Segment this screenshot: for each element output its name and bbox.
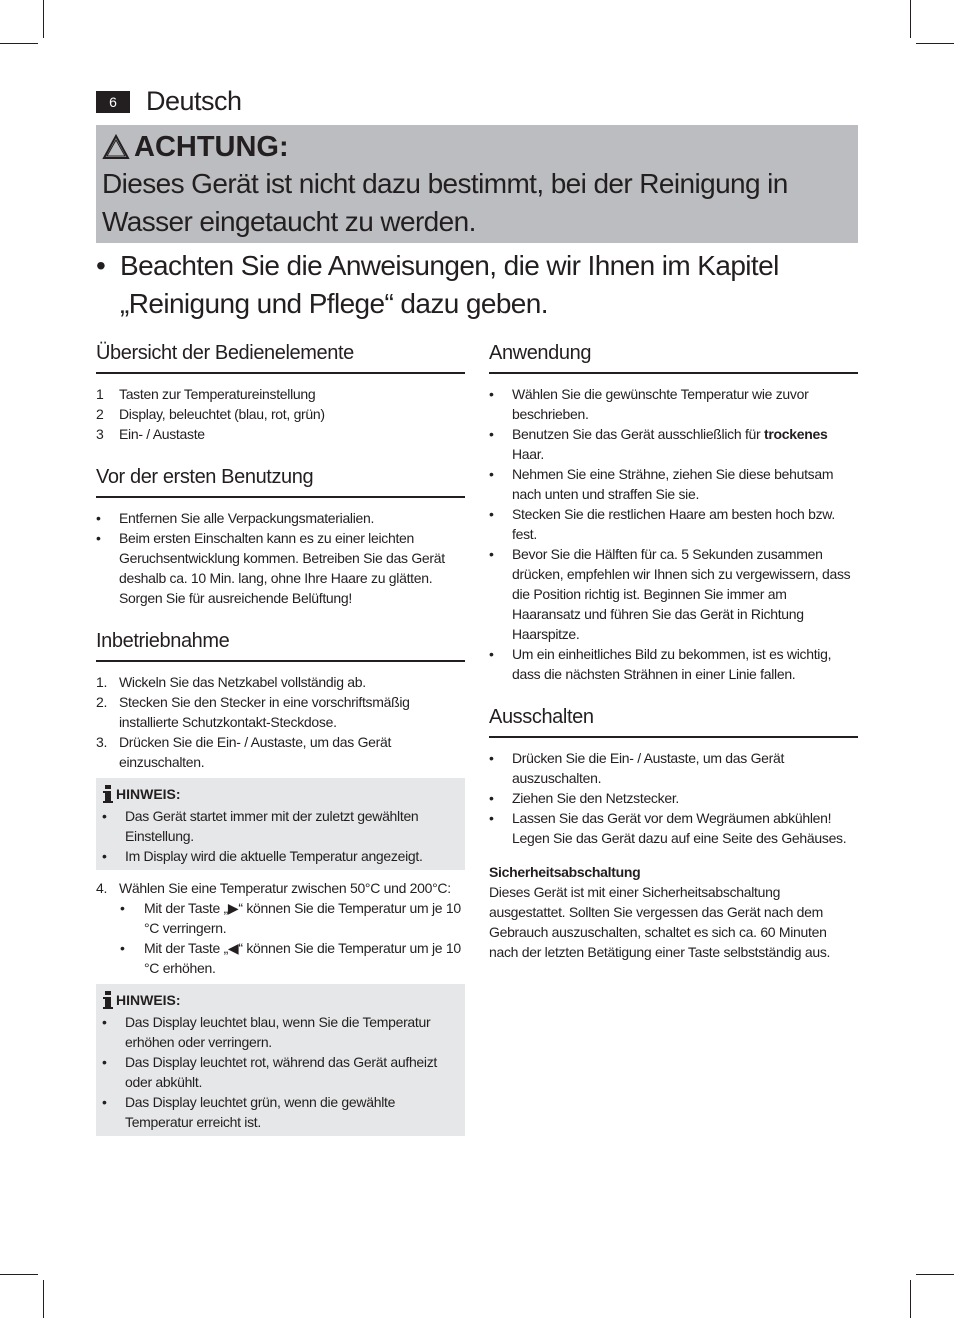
list-item (96, 528, 465, 608)
info-icon (102, 991, 114, 1009)
bullet: • (120, 940, 125, 956)
bullet: • (489, 466, 494, 482)
list-text: Drücken Sie die Ein- / Austaste, um das Gerät einzuschalten. (119, 734, 392, 770)
list-item (120, 938, 465, 978)
bullet: • (96, 250, 106, 281)
bullet: • (102, 1054, 107, 1070)
list-text: Ein- / Austaste (119, 426, 205, 442)
note-title-row (102, 990, 465, 1010)
list-text: Das Display leuchtet blau, wenn Sie die Temperatur erhöhen oder verringern. (125, 1014, 431, 1050)
section-inbetriebnahme (96, 628, 465, 1136)
crop-mark (910, 1280, 911, 1318)
section-title: Ausschalten (489, 704, 858, 738)
bullet: • (120, 900, 125, 916)
list-text: Entfernen Sie alle Verpackungsmaterialien. (119, 510, 375, 526)
list-item (96, 404, 465, 424)
list-text: Das Display leuchtet grün, wenn die gewählte Temperatur erreicht ist. (125, 1094, 396, 1130)
crop-mark (916, 1274, 954, 1275)
info-icon (102, 785, 114, 803)
list-text: Bevor Sie die Hälften für ca. 5 Sekunden zusammen drücken, empfehlen wir Ihnen sich zu vergewissern, dass die Position richtig ist. Beginnen Sie immer am Haaransatz und führen Sie das Gerät in Richtung Haarspitze. (512, 546, 851, 642)
list-text-part: Haar. (512, 446, 544, 462)
note-box (96, 984, 465, 1136)
bullet: • (102, 848, 107, 864)
list-text: Drücken Sie die Ein- / Austaste, um das Gerät auszuschalten. (512, 750, 785, 786)
section-vor-benutzung (96, 464, 465, 608)
section-title: Anwendung (489, 340, 858, 374)
list-text: Mit der Taste „◀“ können Sie die Temperatur um je 10 °C erhöhen. (144, 940, 461, 976)
list-item (120, 898, 465, 938)
list-text (512, 424, 858, 464)
list-item (102, 1092, 465, 1132)
list-item (489, 788, 858, 808)
warning-triangle-icon (102, 134, 130, 160)
section-title: Übersicht der Bedienelemente (96, 340, 465, 374)
safety-paragraph: Dieses Gerät ist mit einer Sicherheitsabschaltung ausgestattet. Sollten Sie vergessen das Gerät nach dem Gebrauch auszuschalten, schaltet es sich ca. 60 Minuten nach der letzten Betätigung einer Taste selbstständig aus. (489, 884, 831, 960)
list-item (102, 846, 465, 866)
crop-mark (0, 1274, 38, 1275)
list-item (96, 878, 465, 898)
list-text: Stecken Sie die restlichen Haare am besten hoch bzw. fest. (512, 506, 835, 542)
warning-title-row (102, 129, 852, 165)
list-item (96, 508, 465, 528)
list-item (102, 806, 465, 846)
list-marker: 2 (96, 406, 104, 422)
list-item (489, 644, 858, 684)
list-text: Um ein einheitliches Bild zu bekommen, ist es wichtig, dass die nächsten Strähnen in einer Linie fallen. (512, 646, 832, 682)
list-text: Das Display leuchtet rot, während das Gerät aufheizt oder abkühlt. (125, 1054, 438, 1090)
list-text: Beim ersten Einschalten kann es zu einer leichten Geruchsentwicklung kommen. Betreiben Sie das Gerät deshalb ca. 10 Min. lang, ohne Ihre Haare zu glätten. Sorgen Sie für ausreichende Belüftung! (119, 530, 445, 606)
crop-mark (910, 0, 911, 38)
list-item (489, 544, 858, 644)
list-text: Das Gerät startet immer mit der zuletzt gewählten Einstellung. (125, 808, 419, 844)
bullet: • (96, 510, 101, 526)
cleaning-reference-text: Beachten Sie die Anweisungen, die wir Ihnen im Kapitel „Reinigung und Pflege“ dazu geben. (120, 250, 779, 319)
bullet: • (96, 530, 101, 546)
list-marker: 1 (96, 386, 104, 402)
list-text: Nehmen Sie eine Strähne, ziehen Sie diese behutsam nach unten und straffen Sie sie. (512, 466, 834, 502)
list-marker: 3. (96, 734, 108, 750)
language-title: Deutsch (146, 86, 242, 116)
bullet: • (489, 546, 494, 562)
bullet: • (102, 1094, 107, 1110)
cleaning-reference (96, 247, 858, 323)
list-text: Im Display wird die aktuelle Temperatur angezeigt. (125, 848, 423, 864)
list-text: Ziehen Sie den Netzstecker. (512, 790, 679, 806)
bullet: • (102, 808, 107, 824)
section-anwendung (489, 340, 858, 684)
section-ausschalten (489, 704, 858, 962)
crop-mark (0, 43, 38, 44)
list-item (489, 748, 858, 788)
left-column (96, 340, 465, 1156)
list-text: Wickeln Sie das Netzkabel vollständig ab. (119, 674, 366, 690)
list-item (489, 504, 858, 544)
section-title: Vor der ersten Benutzung (96, 464, 465, 498)
list-item (96, 672, 465, 692)
note-title-row (102, 784, 465, 804)
list-item (489, 808, 858, 848)
list-item (489, 424, 858, 464)
list-marker: 4. (96, 880, 108, 896)
bullet: • (489, 790, 494, 806)
crop-mark (43, 0, 44, 38)
list-text: Display, beleuchtet (blau, rot, grün) (119, 406, 325, 422)
list-text: Wählen Sie eine Temperatur zwischen 50°C und 200°C: (119, 880, 451, 896)
list-item (96, 732, 465, 772)
warning-title: ACHTUNG: (134, 131, 289, 163)
list-text-part: Benutzen Sie das Gerät ausschließlich für (512, 426, 761, 442)
crop-mark (916, 43, 954, 44)
list-item (102, 1012, 465, 1052)
bullet: • (489, 810, 494, 826)
bullet: • (489, 426, 494, 442)
list-text: Mit der Taste „▶“ können Sie die Temperatur um je 10 °C verringern. (144, 900, 461, 936)
list-marker: 1. (96, 674, 108, 690)
list-text: Lassen Sie das Gerät vor dem Wegräumen abkühlen! Legen Sie das Gerät dazu auf eine Seite des Gehäuses. (512, 810, 847, 846)
list-text: Tasten zur Temperatureinstellung (119, 386, 316, 402)
list-text: Wählen Sie die gewünschte Temperatur wie zuvor beschrieben. (512, 386, 809, 422)
list-item (96, 384, 465, 404)
list-text: Stecken Sie den Stecker in eine vorschriftsmäßig installierte Schutzkontakt-Steckdose. (119, 694, 410, 730)
list-marker: 2. (96, 694, 108, 710)
note-title: HINWEIS: (116, 992, 181, 1008)
page-header (96, 86, 242, 117)
list-item (96, 424, 465, 444)
section-title: Inbetriebnahme (96, 628, 465, 662)
note-box (96, 778, 465, 870)
crop-mark (43, 1280, 44, 1318)
bullet: • (489, 506, 494, 522)
bullet: • (102, 1014, 107, 1030)
bullet: • (489, 750, 494, 766)
warning-box (96, 125, 858, 243)
subsection-title: Sicherheitsabschaltung (489, 864, 641, 880)
emphasis: trockenes (763, 426, 828, 442)
bullet: • (489, 386, 494, 402)
bullet: • (489, 646, 494, 662)
note-title: HINWEIS: (116, 786, 181, 802)
section-uebersicht (96, 340, 465, 444)
list-item (102, 1052, 465, 1092)
list-marker: 3 (96, 426, 104, 442)
right-column (489, 340, 858, 982)
page-number: 6 (96, 91, 130, 113)
warning-text: Dieses Gerät ist nicht dazu bestimmt, bei der Reinigung in Wasser eingetaucht zu werden. (102, 168, 788, 237)
list-item (489, 384, 858, 424)
list-item (96, 692, 465, 732)
list-item (489, 464, 858, 504)
